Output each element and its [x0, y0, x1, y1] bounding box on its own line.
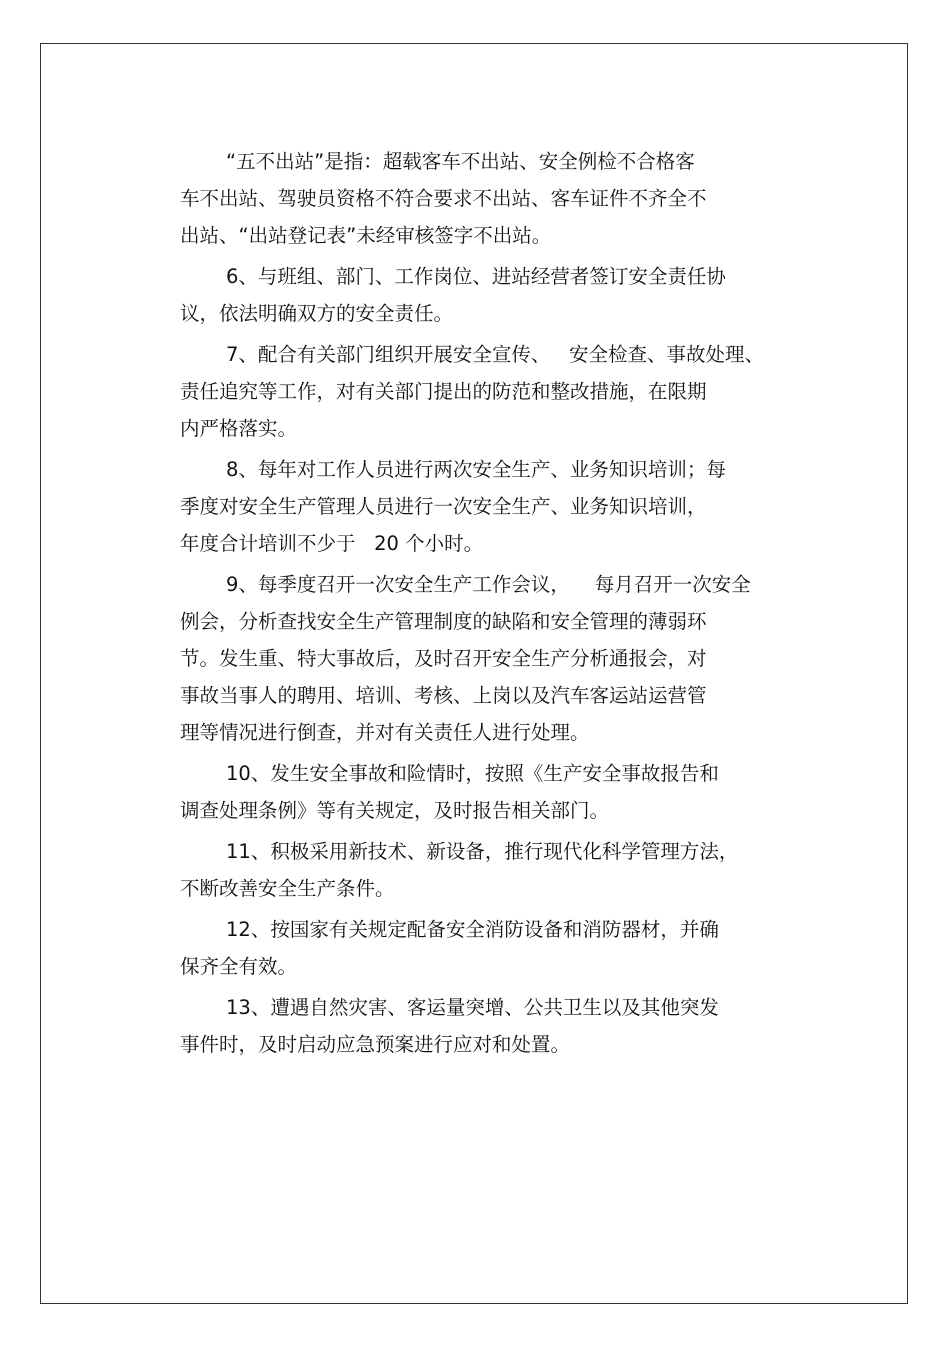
paragraph-item-10	[180, 755, 820, 829]
text-line: 13、遭遇自然灾害、客运量突增、公共卫生以及其他突发	[226, 996, 719, 1019]
text-line: 内严格落实。	[180, 417, 298, 440]
text-line: 车不出站、驾驶员资格不符合要求不出站、客车证件不齐全不	[180, 187, 707, 210]
document-body	[180, 143, 820, 1067]
text-line: 11、积极采用新技术、新设备，推行现代化科学管理方法，	[226, 840, 739, 863]
text-line: 例会，分析查找安全生产管理制度的缺陷和安全管理的薄弱环	[180, 610, 707, 633]
text-line: 事件时，及时启动应急预案进行应对和处置。	[180, 1033, 571, 1056]
paragraph-item-13	[180, 989, 820, 1063]
paragraph-item-8	[180, 451, 820, 562]
text-line: 10、发生安全事故和险情时，按照《生产安全事故报告和	[226, 762, 719, 785]
text-line: 8、每年对工作人员进行两次安全生产、业务知识培训；每	[226, 458, 726, 481]
paragraph-item-7	[180, 336, 820, 447]
text-line: “五不出站”是指：超载客车不出站、安全例检不合格客	[226, 150, 695, 173]
text-line: 出站、“出站登记表”未经审核签字不出站。	[180, 224, 552, 247]
paragraph-item-6	[180, 258, 820, 332]
text-line: 调查处理条例》等有关规定，及时报告相关部门。	[180, 799, 610, 822]
text-line: 年度合计培训不少于 20 个小时。	[180, 532, 484, 555]
paragraph-item-12	[180, 911, 820, 985]
text-line: 责任追究等工作，对有关部门提出的防范和整改措施，在限期	[180, 380, 707, 403]
text-line: 7、配合有关部门组织开展安全宣传、 安全检查、事故处理、	[226, 343, 765, 366]
text-line: 议，依法明确双方的安全责任。	[180, 302, 454, 325]
text-line: 12、按国家有关规定配备安全消防设备和消防器材，并确	[226, 918, 719, 941]
paragraph-item-11	[180, 833, 820, 907]
text-line: 不断改善安全生产条件。	[180, 877, 395, 900]
text-line: 9、每季度召开一次安全生产工作会议， 每月召开一次安全	[226, 573, 751, 596]
text-line: 事故当事人的聘用、培训、考核、上岗以及汽车客运站运营管	[180, 684, 707, 707]
paragraph-item-9	[180, 566, 820, 751]
text-line: 6、与班组、部门、工作岗位、进站经营者签订安全责任协	[226, 265, 726, 288]
text-line: 季度对安全生产管理人员进行一次安全生产、业务知识培训，	[180, 495, 707, 518]
text-line: 理等情况进行倒查，并对有关责任人进行处理。	[180, 721, 590, 744]
text-line: 节。发生重、特大事故后，及时召开安全生产分析通报会，对	[180, 647, 707, 670]
text-line: 保齐全有效。	[180, 955, 298, 978]
paragraph-five-rules	[180, 143, 820, 254]
